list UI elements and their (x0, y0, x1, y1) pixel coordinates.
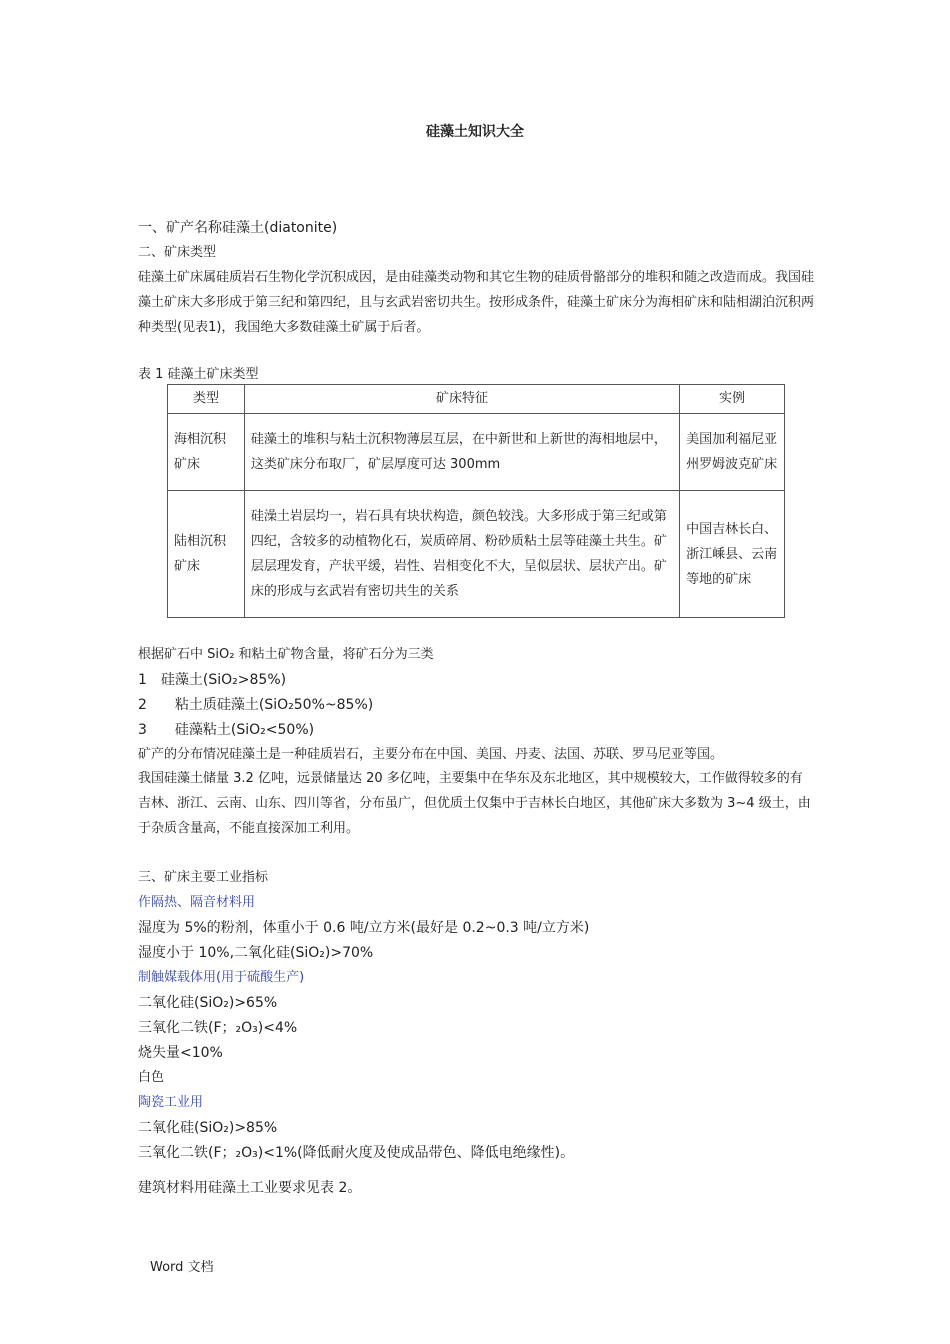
document-title: 硅藻土知识大全 (426, 124, 524, 140)
classification-item: 2 粘土质硅藻土(SiO₂50%~85%) (138, 697, 374, 713)
use-heading-catalyst: 制触媒载体用(用于硫酸生产) (138, 970, 305, 985)
table-header-cell: 矿床特征 (244, 385, 679, 414)
use-heading-insulation: 作隔热、隔音材料用 (138, 895, 256, 910)
table-cell-feature: 硅澡土岩层均一，岩石具有块状构造，颜色较浅。大多形成于第三纪或第四纪，含较多的动植物化石，炭质碎屑、粉砂质粘土层等硅藻土共生。矿层层理发育，产状平缓，岩性、岩相变化不大，呈似层状、层状产出。矿床的形成与玄武岩有密切共生的关系 (244, 491, 679, 618)
table-caption: 表 1 硅藻土矿床类型 (138, 367, 259, 382)
section-heading-mineral-name: 一、矿产名称硅藻土(diatonite) (138, 220, 338, 236)
spec-line: 三氧化二铁(F；₂O₃)<4% (138, 1020, 298, 1036)
table-header-row (168, 385, 785, 414)
distribution-text: 矿产的分布情况硅藻土是一种硅质岩石，主要分布在中国、美国、丹麦、法国、苏联、罗马尼亚等国。 (138, 747, 724, 762)
spec-line: 湿度小于 10%,二氧化硅(SiO₂)>70% (138, 945, 374, 961)
table-row (168, 491, 785, 618)
spec-line: 白色 (138, 1070, 165, 1085)
table-cell-example: 中国吉林长白、浙江嵊县、云南等地的矿床 (680, 491, 785, 618)
spec-line: 三氧化二铁(F；₂O₃)<1%(降低耐火度及使成品带色、降低电绝缘性)。 (138, 1145, 575, 1161)
china-reserves-paragraph: 我国硅藻土储量 3.2 亿吨，远景储量达 20 多亿吨，主要集中在华东及东北地区，其中规模较大，工作做得较多的有吉林、浙江、云南、山东、四川等省，分布虽广，但优质土仅集中于吉林长白地区，其他矿床大多数为 3~4 级土，由于杂质含量高，不能直接深加工利用。 (138, 771, 811, 836)
section-heading-deposit-type: 二、矿床类型 (138, 245, 217, 260)
deposit-type-table (167, 384, 785, 618)
classification-item: 3 硅藻粘土(SiO₂<50%) (138, 722, 315, 738)
classification-item: 1 硅藻土(SiO₂>85%) (138, 672, 287, 688)
table-cell-type: 海相沉积矿床 (168, 414, 245, 491)
building-materials-note: 建筑材料用硅藻土工业要求见表 2。 (138, 1180, 362, 1196)
intro-paragraph: 硅藻土矿床属硅质岩石生物化学沉积成因，是由硅藻类动物和其它生物的硅质骨骼部分的堆积和随之改造而成。我国硅藻土矿床大多形成于第三纪和第四纪，且与玄武岩密切共生。按形成条件，硅藻土矿床分为海相矿床和陆相湖泊沉积两种类型(见表1)，我国绝大多数硅藻土矿属于后者。 (138, 270, 815, 335)
spec-line: 湿度为 5%的粉剂，体重小于 0.6 吨/立方米(最好是 0.2~0.3 吨/立方米) (138, 920, 590, 936)
table-header-cell: 类型 (168, 385, 245, 414)
use-heading-ceramics: 陶瓷工业用 (138, 1095, 204, 1110)
classification-intro: 根据矿石中 SiO₂ 和粘土矿物含量，将矿石分为三类 (138, 647, 434, 662)
table-row (168, 414, 785, 491)
spec-line: 烧失量<10% (138, 1045, 223, 1061)
table-header-cell: 实例 (680, 385, 785, 414)
spec-line: 二氧化硅(SiO₂)>65% (138, 995, 278, 1011)
table-cell-feature: 硅藻土的堆积与粘土沉积物薄层互层，在中新世和上新世的海相地层中，这类矿床分布取厂，矿层厚度可达 300mm (244, 414, 679, 491)
spec-line: 二氧化硅(SiO₂)>85% (138, 1120, 278, 1136)
table-cell-example: 美国加利福尼亚州罗姆波克矿床 (680, 414, 785, 491)
page-footer: Word 文档 (150, 1260, 214, 1275)
section-heading-industrial-indicators: 三、矿床主要工业指标 (138, 870, 269, 885)
table-cell-type: 陆相沉积矿床 (168, 491, 245, 618)
